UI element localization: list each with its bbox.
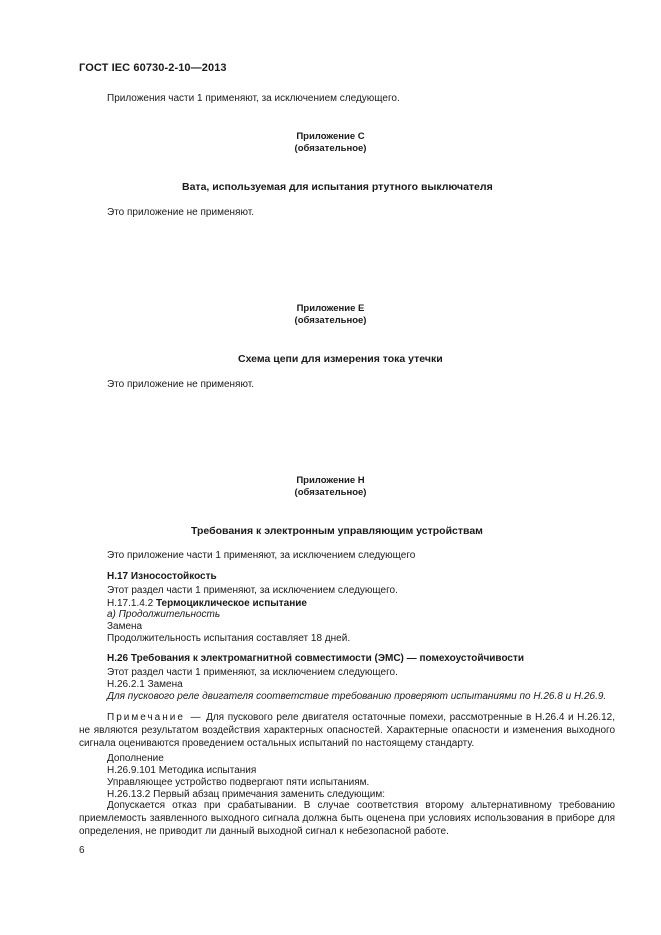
addition-label: Дополнение [107, 753, 164, 764]
annex-h-title: Приложение H [296, 475, 365, 486]
section-h26-title: Требования к электромагнитной совместимости (ЭМС) — помехоустойчивости [130, 653, 525, 664]
section-h17-number: H.17 [107, 571, 129, 582]
h26-line-3: Для пускового реле двигателя соответствие требованию проверяют испытаниями по H.26.8 и H.26.9. [107, 691, 607, 702]
addition-line-2: H.26.9.101 Методика испытания [107, 765, 257, 776]
annex-c-text: Это приложение не применяют. [107, 207, 254, 218]
annex-h-text: Это приложение части 1 применяют, за исключением следующего [107, 550, 416, 561]
addition-paragraph: Допускается отказ при срабатывании. В случае соответствия второму альтернативному требованию приемлемость заявленного выходного сигнала должна быть оценена при условиях использования в приборе для определения, не приводит ли данный выходной сигнал к небезопасной работе. [79, 800, 615, 837]
annex-h-heading: Требования к электронным управляющим устройствам [191, 525, 483, 537]
section-h17-title: Износостойкость [130, 571, 217, 582]
annex-c-heading: Вата, используемая для испытания ртутного выключателя [182, 181, 493, 193]
note-paragraph [79, 711, 615, 750]
h26-line-2: H.26.2.1 Замена [107, 679, 183, 690]
annex-e-text: Это приложение не применяют. [107, 379, 254, 390]
note-text: Для пускового реле двигателя остаточные помехи, рассмотренные в H.26.4 и H.26.12, не являются результатом воздействия характерных опасностей. Характерные опасности и изменения выходного сигнала оцениваются проведением остальных испытаний по настоящему стандарту. [79, 712, 615, 749]
h17-subsection-title: Термоциклическое испытание [155, 598, 307, 609]
h26-line-1: Этот раздел части 1 применяют, за исключением следующего. [107, 667, 398, 678]
h17-subsection-number: H.17.1.4.2 [107, 598, 154, 609]
section-h17-heading [107, 571, 217, 583]
page-number: 6 [79, 845, 85, 856]
section-h26-heading [107, 653, 524, 665]
h17-line-1: Этот раздел части 1 применяют, за исключением следующего. [107, 585, 398, 596]
annex-e-title: Приложение E [296, 303, 365, 314]
annex-e-type: (обязательное) [294, 315, 367, 326]
addition-line-4: H.26.13.2 Первый абзац примечания заменить следующим: [107, 789, 386, 800]
h17-line-4: Замена [107, 621, 143, 632]
annex-c-title: Приложение C [296, 131, 365, 142]
h17-line-5: Продолжительность испытания составляет 18 дней. [107, 633, 351, 644]
annex-h-type: (обязательное) [294, 487, 367, 498]
addition-line-3: Управляющее устройство подвергают пяти испытаниям. [107, 777, 370, 788]
document-header: ГОСТ IEC 60730-2-10—2013 [79, 62, 227, 74]
annex-e-heading: Схема цепи для измерения тока утечки [238, 353, 443, 365]
annex-c-type: (обязательное) [294, 143, 367, 154]
h17-line-3: а) Продолжительность [107, 609, 221, 620]
section-h26-number: H.26 [107, 653, 129, 664]
intro-text: Приложения части 1 применяют, за исключением следующего. [107, 93, 400, 104]
note-label: Примечание — [107, 712, 203, 723]
